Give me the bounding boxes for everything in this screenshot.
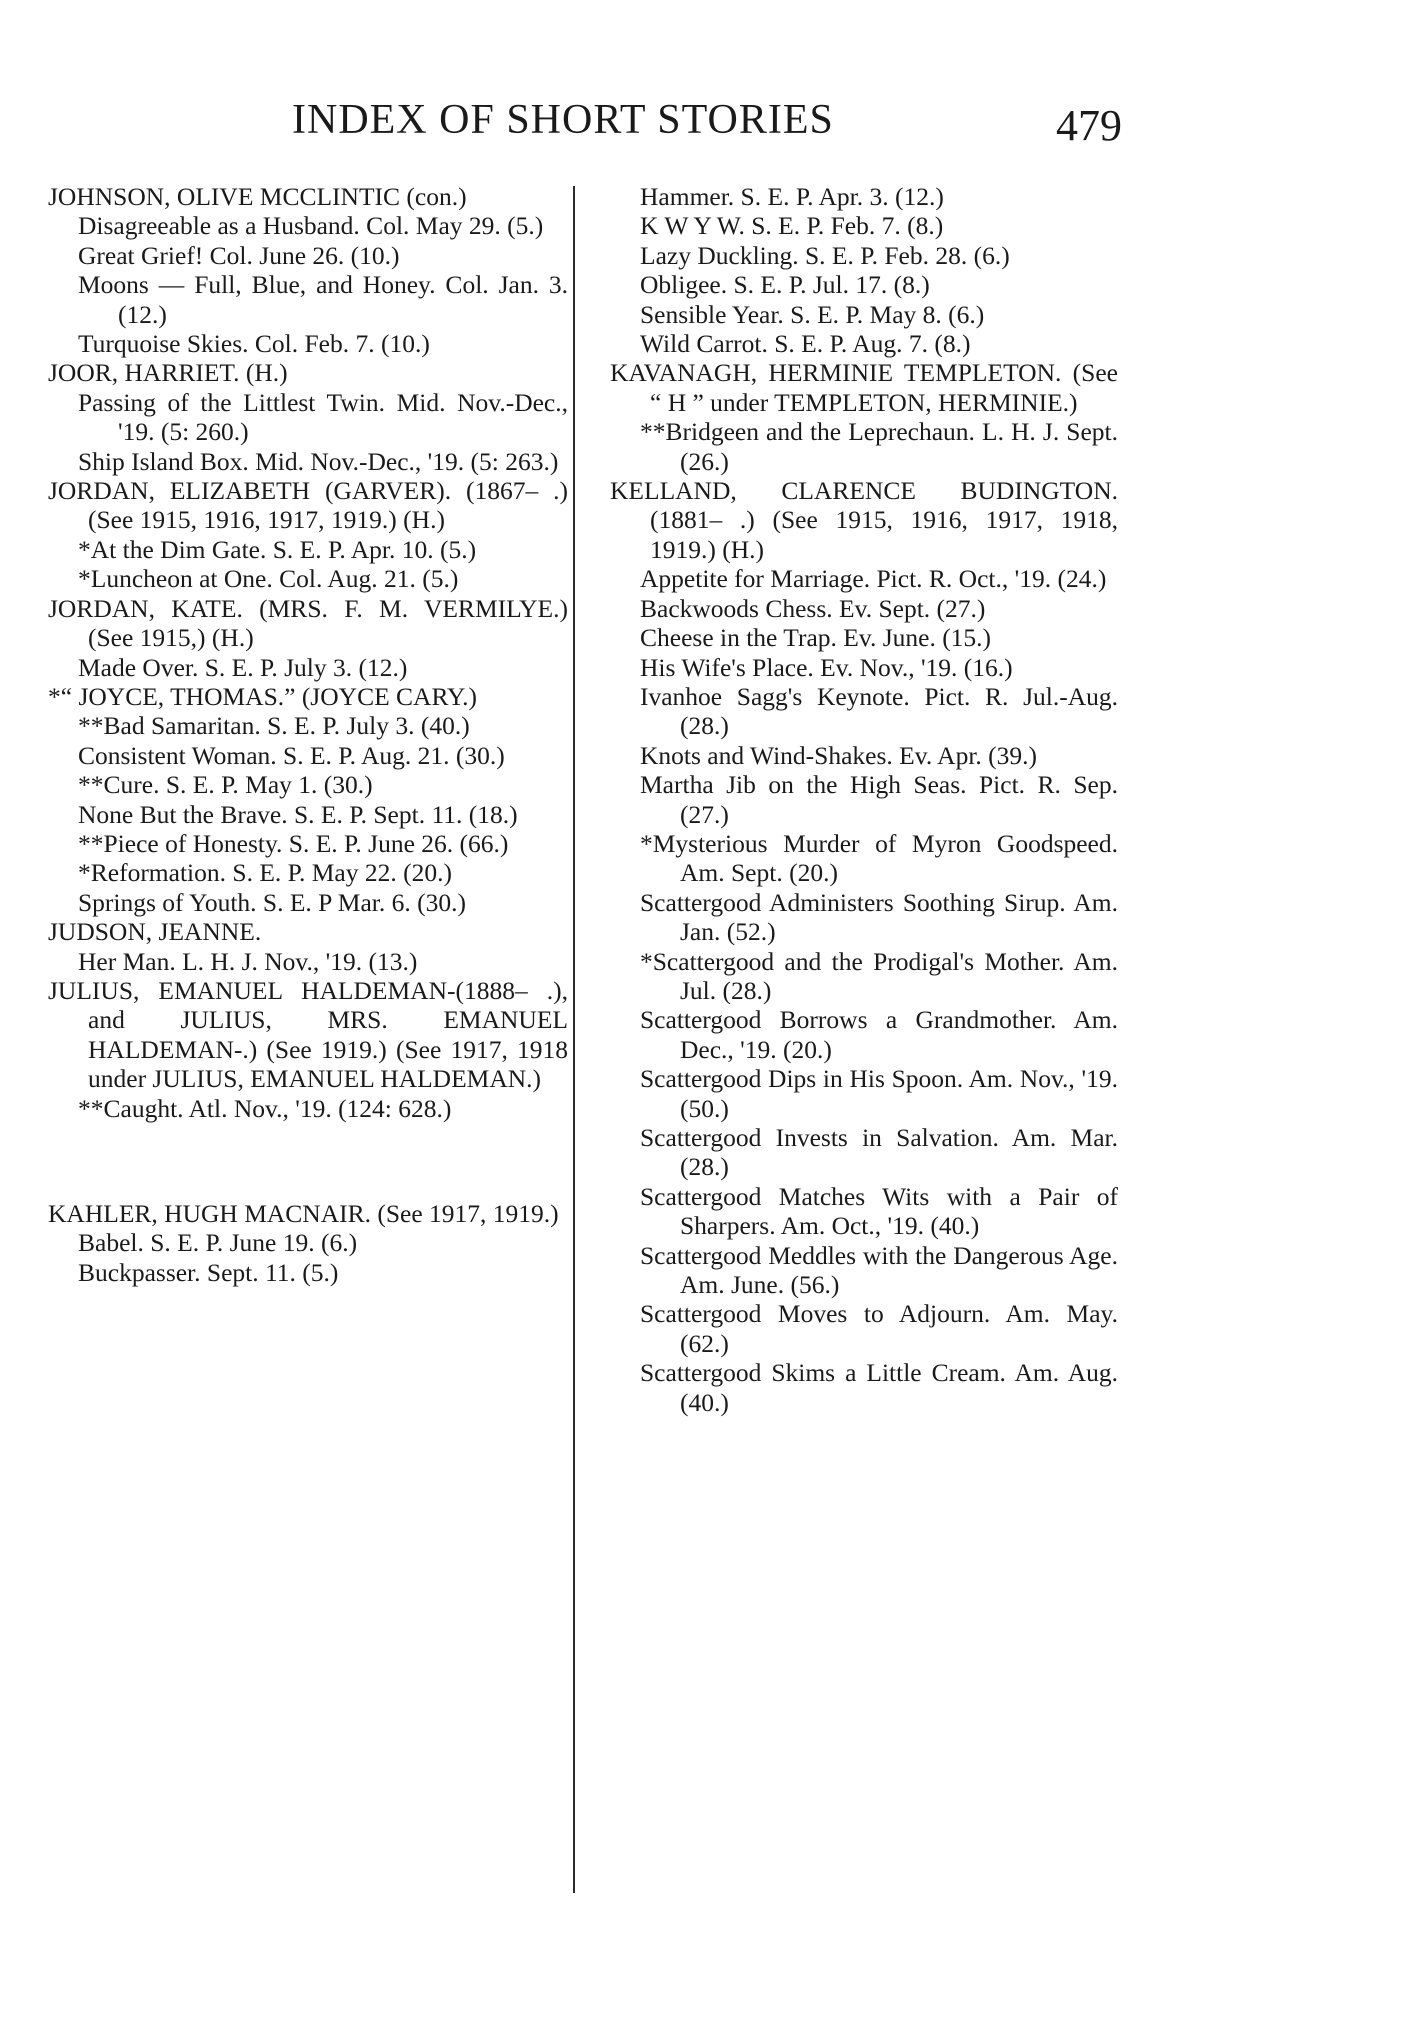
- story-entry: Moons — Full, Blue, and Honey. Col. Jan. 3. (12.): [78, 270, 568, 329]
- author-heading: JOHNSON, OLIVE MCCLINTIC (con.): [48, 182, 467, 211]
- story-entry: Appetite for Marriage. Pict. R. Oct., '19. (24.): [640, 564, 1107, 594]
- story-entry: Scattergood Meddles with the Dangerous Age. Am. June. (56.): [640, 1240, 1118, 1300]
- story-entry: **Bridgeen and the Leprechaun. L. H. J. Sept. (26.): [640, 417, 1118, 476]
- story-entry: Scattergood Dips in His Spoon. Am. Nov., '19. (50.): [640, 1064, 1118, 1123]
- author-heading: JOOR, HARRIET. (H.): [48, 358, 288, 388]
- story-entry: **Bad Samaritan. S. E. P. July 3. (40.): [78, 711, 470, 741]
- story-entry: Cheese in the Trap. Ev. June. (15.): [640, 623, 992, 653]
- author-heading: KELLAND, CLARENCE BUDINGTON. (1881– .) (See 1915, 1916, 1917, 1918, 1919.) (H.): [610, 476, 1118, 564]
- author-heading: JORDAN, KATE. (MRS. F. M. VERMILYE.) (See 1915,) (H.): [48, 593, 568, 653]
- story-entry: Lazy Duckling. S. E. P. Feb. 28. (6.): [640, 240, 1010, 270]
- story-entry: Scattergood Matches Wits with a Pair of Sharpers. Am. Oct., '19. (40.): [640, 1181, 1118, 1241]
- story-entry: *Mysterious Murder of Myron Goodspeed. Am. Sept. (20.): [640, 828, 1118, 888]
- story-entry: Ship Island Box. Mid. Nov.-Dec., '19. (5: 263.): [78, 446, 559, 476]
- story-entry: K W Y W. S. E. P. Feb. 7. (8.): [640, 211, 944, 241]
- story-entry: His Wife's Place. Ev. Nov., '19. (16.): [640, 652, 1013, 682]
- story-entry: **Cure. S. E. P. May 1. (30.): [78, 770, 373, 800]
- story-entry: Scattergood Borrows a Grandmother. Am. Dec., '19. (20.): [640, 1005, 1118, 1064]
- story-entry: **Piece of Honesty. S. E. P. June 26. (66.): [78, 828, 509, 858]
- story-entry: Obligee. S. E. P. Jul. 17. (8.): [640, 270, 930, 300]
- author-heading: JUDSON, JEANNE.: [48, 917, 262, 947]
- story-entry: Ivanhoe Sagg's Keynote. Pict. R. Jul.-Aug. (28.): [640, 681, 1118, 741]
- author-heading: JORDAN, ELIZABETH (GARVER). (1867– .) (See 1915, 1916, 1917, 1919.) (H.): [48, 476, 568, 535]
- story-entry: *Luncheon at One. Col. Aug. 21. (5.): [78, 564, 459, 594]
- left-column: [48, 182, 568, 1287]
- story-entry: Wild Carrot. S. E. P. Aug. 7. (8.): [640, 329, 971, 359]
- story-entry: None But the Brave. S. E. P. Sept. 11. (18.): [78, 799, 518, 829]
- story-entry: Scattergood Moves to Adjourn. Am. May. (62.): [640, 1299, 1118, 1358]
- story-entry: **Caught. Atl. Nov., '19. (124: 628.): [78, 1093, 452, 1123]
- story-entry: Consistent Woman. S. E. P. Aug. 21. (30.): [78, 740, 505, 770]
- story-entry: Scattergood Skims a Little Cream. Am. Aug. (40.): [640, 1358, 1118, 1417]
- story-entry: Scattergood Administers Soothing Sirup. Am. Jan. (52.): [640, 887, 1118, 947]
- story-entry: Her Man. L. H. J. Nov., '19. (13.): [78, 946, 418, 976]
- story-entry: Made Over. S. E. P. July 3. (12.): [78, 652, 408, 682]
- page-header: [0, 96, 1405, 156]
- story-entry: Buckpasser. Sept. 11. (5.): [78, 1257, 339, 1287]
- story-entry: Knots and Wind-Shakes. Ev. Apr. (39.): [640, 740, 1038, 770]
- story-entry: Great Grief! Col. June 26. (10.): [78, 240, 400, 270]
- author-heading: *“ JOYCE, THOMAS.” (JOYCE CARY.): [48, 681, 478, 711]
- story-entry: Disagreeable as a Husband. Col. May 29. (5.): [78, 211, 544, 241]
- story-entry: *At the Dim Gate. S. E. P. Apr. 10. (5.): [78, 534, 477, 564]
- story-entry: Sensible Year. S. E. P. May 8. (6.): [640, 299, 985, 329]
- story-entry: *Scattergood and the Prodigal's Mother. Am. Jul. (28.): [640, 946, 1118, 1005]
- story-entry: Passing of the Littlest Twin. Mid. Nov.-Dec., '19. (5: 260.): [78, 387, 568, 447]
- column-divider: [573, 186, 575, 1893]
- story-entry: Scattergood Invests in Salvation. Am. Mar. (28.): [640, 1123, 1118, 1182]
- story-entry: Babel. S. E. P. June 19. (6.): [78, 1228, 358, 1258]
- story-entry: Backwoods Chess. Ev. Sept. (27.): [640, 593, 986, 623]
- story-entry: Springs of Youth. S. E. P Mar. 6. (30.): [78, 887, 466, 917]
- story-entry: Turquoise Skies. Col. Feb. 7. (10.): [78, 329, 430, 359]
- right-column: [610, 182, 1118, 1417]
- story-entry: Martha Jib on the High Seas. Pict. R. Sep. (27.): [640, 770, 1118, 829]
- author-heading: KAHLER, HUGH MACNAIR. (See 1917, 1919.): [48, 1199, 559, 1228]
- author-heading: KAVANAGH, HERMINIE TEMPLETON. (See “ H ” under TEMPLETON, HERMINIE.): [610, 358, 1118, 417]
- story-entry: *Reformation. S. E. P. May 22. (20.): [78, 858, 452, 888]
- author-heading: JULIUS, EMANUEL HALDEMAN-(1888– .), and JULIUS, MRS. EMANUEL HALDEMAN-.) (See 1919.) (See 1917, 1918 under JULIUS, EMANUEL HALDEMAN.): [48, 975, 568, 1094]
- page-title: INDEX OF SHORT STORIES: [292, 97, 834, 143]
- page-number: 479: [1056, 101, 1122, 150]
- story-entry: Hammer. S. E. P. Apr. 3. (12.): [640, 182, 944, 211]
